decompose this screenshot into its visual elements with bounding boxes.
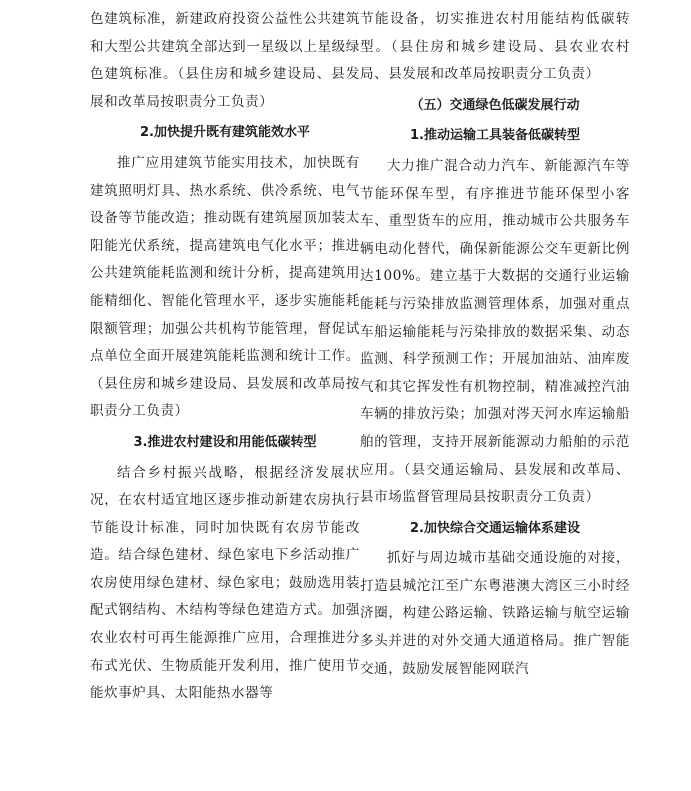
- left-continuation-paragraph: 色建筑标准，新建政府投资公益性公共建筑和大型公共建筑全部达到一星级以上星级绿色建筑标准。（县住房和城乡建设局、县发展和改革局按职责分工负责）: [90, 11, 360, 110]
- transport-system-paragraph: 抓好与周边城市基础交通设施的对接，打造县城沱江至广东粤港澳大湾区三小时经济圈，构建公路运输、铁路运输与航空运输多头并进的对外交通大通道格局。推广智能交通，鼓励发展智能网联汽: [360, 550, 630, 677]
- section-heading-existing-buildings: 2.加快提升既有建筑能效水平: [140, 125, 310, 141]
- transport-equipment-paragraph: 大力推广混合动力汽车、新能源汽车等节能环保车型，有序推进节能环保型小客车、重型货车的应用，推动城市公共服务车辆电动化替代，确保新能源公交车更新比例达100%。建立基于大数据的交通行业运输能耗与污染排放监测管理体系，加强对重点车船运输能耗与污染排放的数据采集、动态监测、科学预测工作；开展加油站、油库废气和其它挥发性有机物控制，精准减控汽油车辆的排放污染；加强对涔天河水库运输船舶的管理，支持开展新能源动力船舶的示范应用。（县交通运输局、县发展和改革局、县市场监督管理局县按职责分工负责）: [360, 157, 630, 506]
- right-continuation-paragraph: 节能设备，切实推进农村用能结构低碳转型。（县住房和城乡建设局、县农业农村局、县发展和改革局按职责分工负责）: [360, 11, 630, 83]
- rural-construction-paragraph: 结合乡村振兴战略，根据经济发展状况，在农村适宜地区逐步推动新建农房执行节能设计标准，同时加快既有农房节能改造。结合绿色建材、绿色家电下乡活动推广农房使用绿色建材、绿色家电；鼓励选用装配式钢结构、木结构等绿色建造方式。加强农业农村可再生能源推广应用，合理推进分布式光伏、生物质能开发利用，推广使用节能炊事炉具、太阳能热水器等: [90, 464, 360, 702]
- part-heading-transport: （五）交通绿色低碳发展行动: [410, 97, 580, 113]
- section-heading-transport-system: 2.加快综合交通运输体系建设: [410, 520, 580, 536]
- section-heading-rural-construction: 3.推进农村建设和用能低碳转型: [133, 434, 317, 450]
- existing-buildings-paragraph: 推广应用建筑节能实用技术，加快既有建筑照明灯具、热水系统、供冷系统、电气设备等节能改造；推动既有建筑屋顶加装太阳能光伏系统，提高建筑电气化水平；推进公共建筑能耗监测和统计分析，提高建筑用能精细化、智能化管理水平，逐步实施能耗限额管理；加强公共机构节能管理，督促试点单位全面开展建筑能耗监测和统计工作。（县住房和城乡建设局、县发展和改革局按职责分工负责）: [90, 154, 360, 420]
- left-column: [90, 6, 360, 708]
- section-heading-transport-equipment: 1.推动运输工具装备低碳转型: [410, 128, 580, 144]
- right-column: [360, 6, 630, 683]
